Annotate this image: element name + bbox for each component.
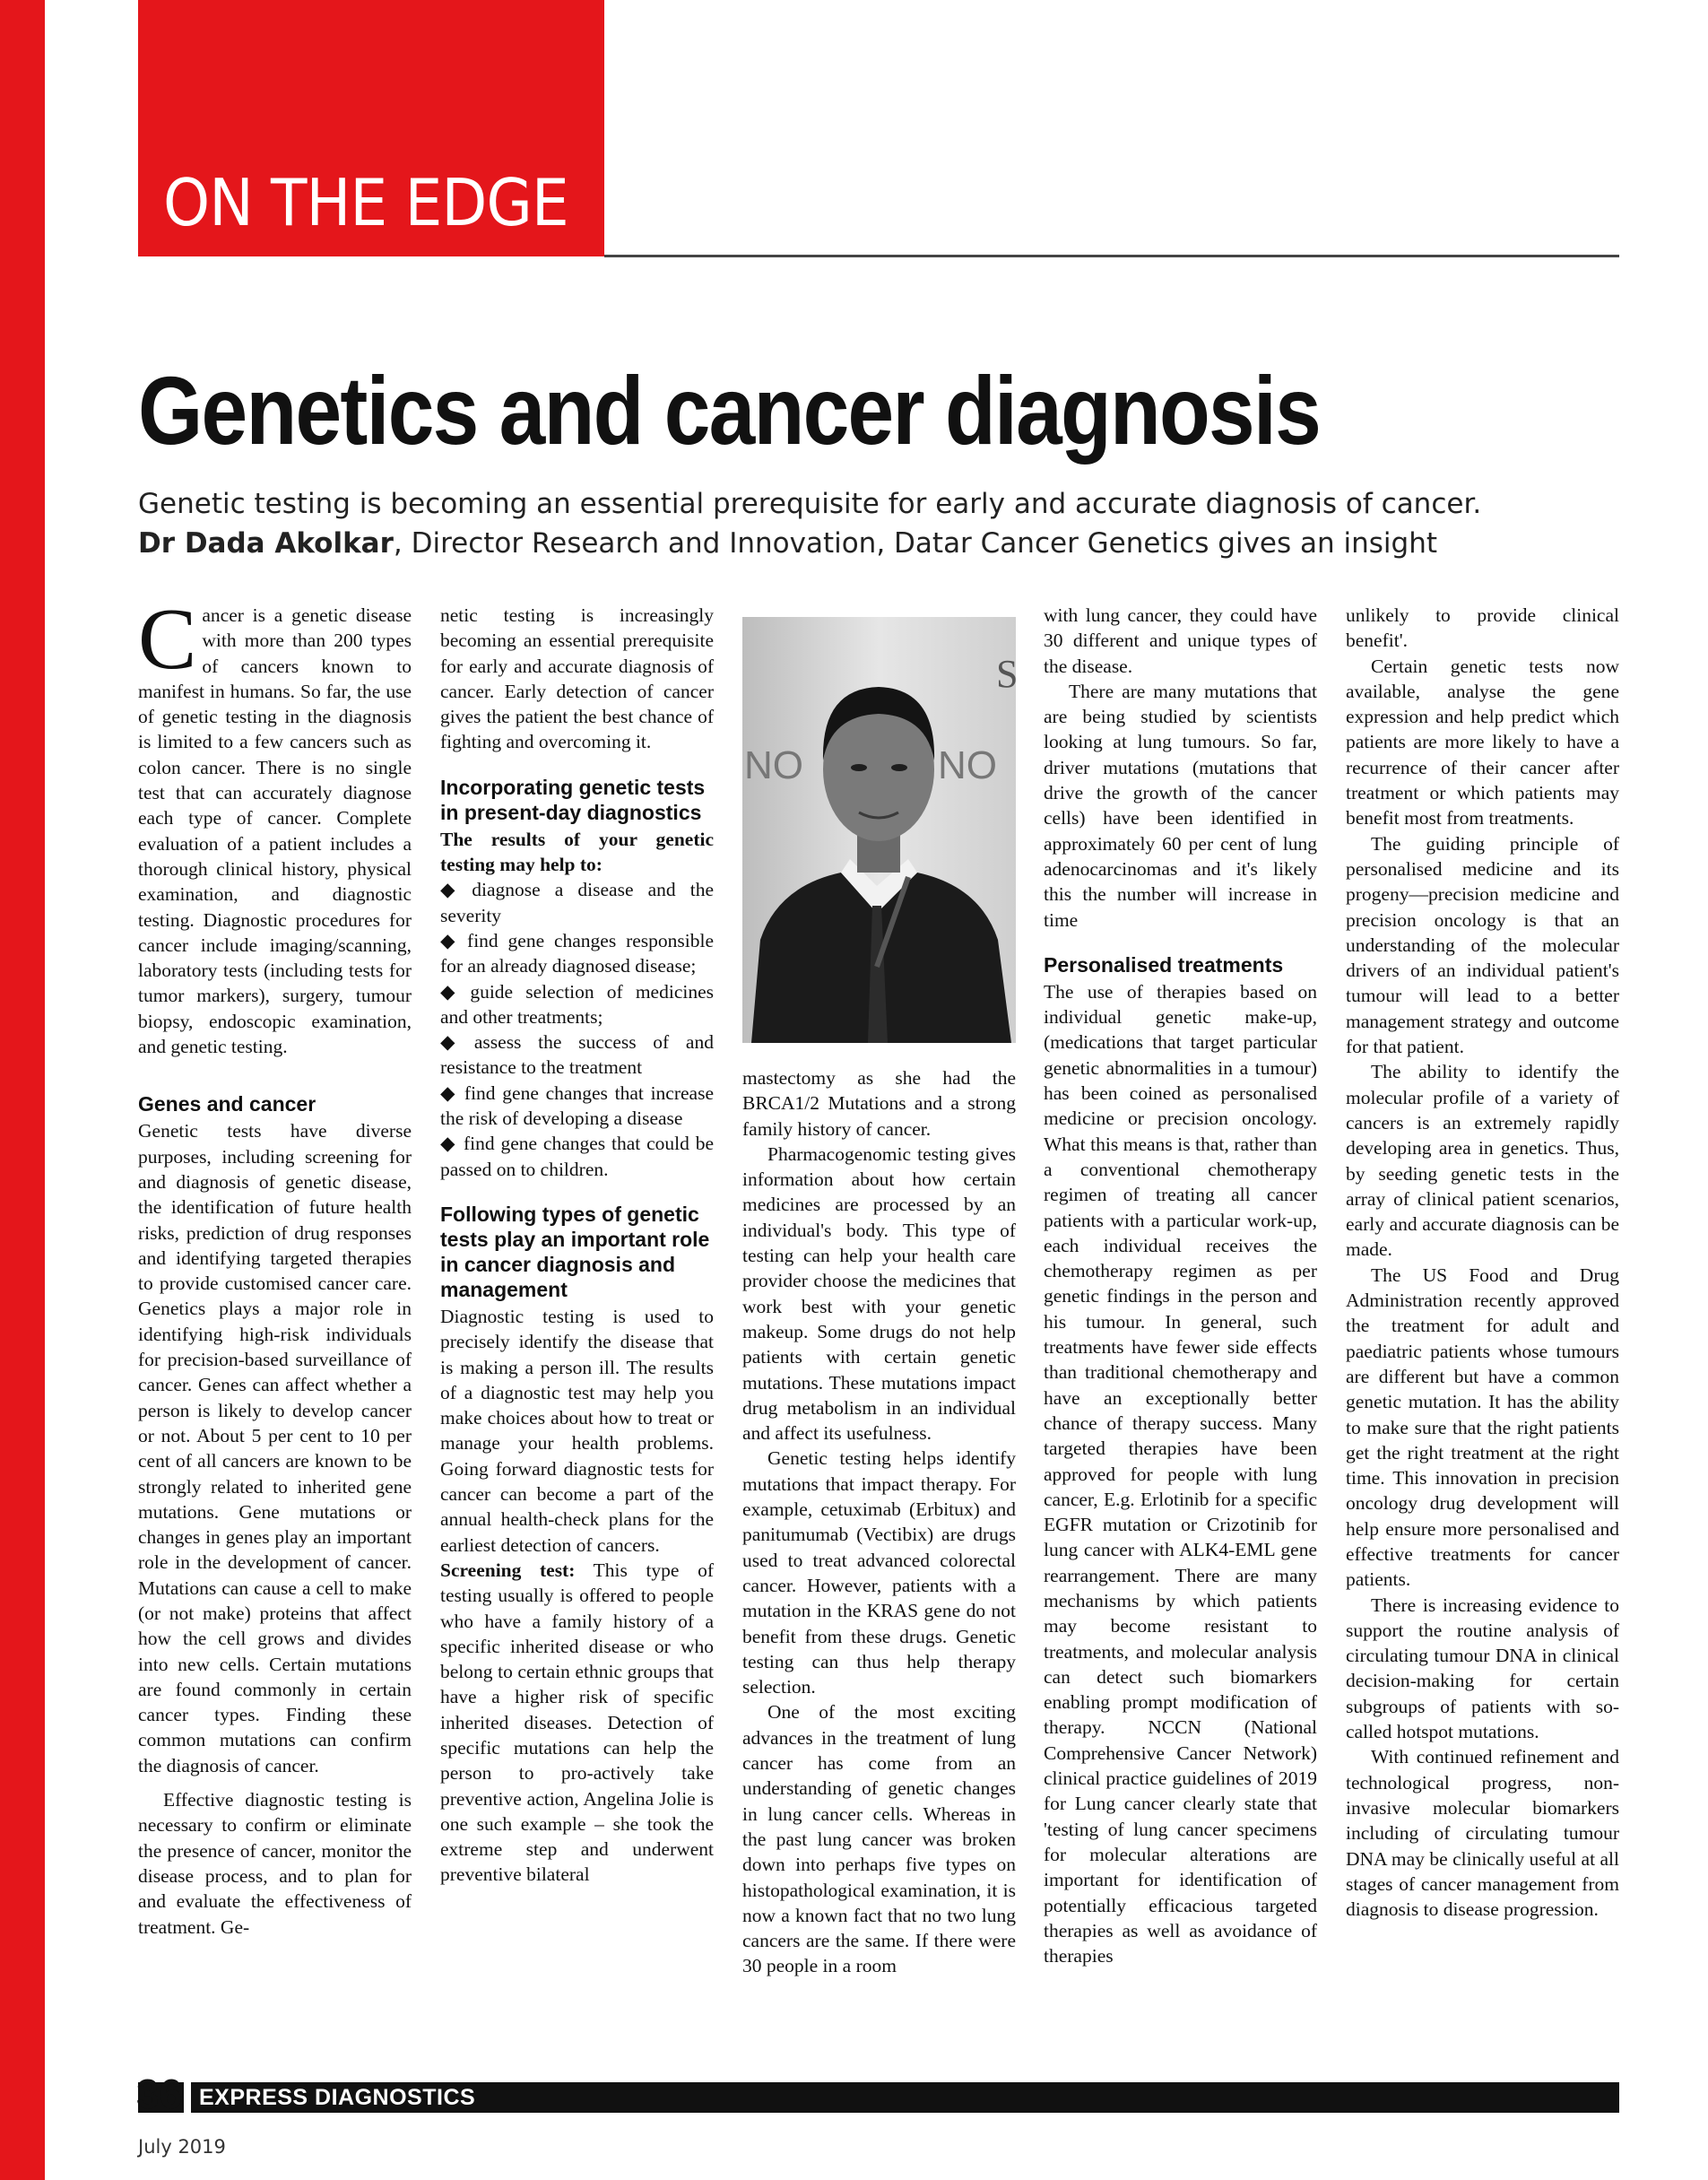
author-photo	[742, 617, 1019, 1043]
portrait-image	[742, 617, 1019, 1043]
body-paragraph: unlikely to provide clinical benefit'.	[1346, 604, 1619, 652]
intro-paragraph: Cancer is a genetic disease with more than 200 types of cancers known to manifest in humans. So far, the use of genetic testing in the diagnosis is limited to a few cancers such as colon cancer. There is no single test that can accurately diagnose each type of cancer. Complete evaluation of a patient includes a thorough clinical history, physical examination, and diagnostic testing. Diagnostic procedures for cancer include imaging/scanning, laboratory tests (including tests for tumor markers), surgery, tumour biopsy, endoscopic examination, and genetic testing.	[138, 591, 412, 1058]
body-paragraph: Genetic tests have diverse purposes, including screening for and diagnosis of genetic disease, the identification of future health risks, prediction of drug responses and identifying targeted therapies to provide customised cancer care. Genetics plays a major role in identifying high-risk individuals for precision-based surveillance of cancer. Genes can affect whether a person is likely to develop cancer or not. About 5 per cent to 10 per cent of all cancers are known to be strongly related to inherited gene mutations. Gene mutations or changes in genes play an important role in the development of cancer. Mutations can cause a cell to make (or not make) proteins that affect how the cell grows and divides into new cells. Certain mutations are found commonly in certain cancer types. Finding these common mutations can confirm the diagnosis of cancer.	[138, 1120, 412, 1776]
article-column-3	[742, 1065, 1016, 1979]
lead-in: The results of your genetic testing may help to:	[440, 828, 714, 876]
left-red-edge	[0, 0, 45, 2180]
body-paragraph: There is increasing evidence to support the routine analysis of circulating tumour DNA in clinical decision-making for certain subgroups of patients with so-called hotspot mutations.	[1346, 1594, 1619, 1743]
bullet-item: ◆ find gene changes that could be passed on to children.	[440, 1133, 714, 1180]
diamond-bullet-icon: ◆	[440, 929, 461, 951]
body-paragraph: There are many mutations that are being studied by scientists looking at lung tumours. So far, driver mutations (mutations that drive the growth of the cancer cells) have been identified in approximately 60 per cent of lung adenocarcinomas and it's likely this the number will increase in time	[1044, 680, 1317, 931]
author-role: , Director Research and Innovation, Datar Cancer Genetics gives an insight	[393, 527, 1438, 560]
section-label: ON THE EDGE	[163, 165, 568, 240]
body-paragraph: The ability to identify the molecular profile of a variety of cancers is an extremely rapidly developing area in genetics. Thus, by seeding genetic tests in the array of clinical patient scenarios, early and accurate diagnosis can be made.	[1346, 1061, 1619, 1261]
drop-cap: C	[138, 591, 197, 688]
diamond-bullet-icon: ◆	[440, 1133, 457, 1155]
body-paragraph: Genetic testing helps identify mutations that impact therapy. For example, cetuximab (Erbitux) and panitumumab (Vectibix) are drugs used to treat advanced colorectal cancer. However, patients with a mutation in the KRAS gene do not benefit from these drugs. Genetic testing can thus help therapy selection.	[742, 1447, 1016, 1698]
body-paragraph: The US Food and Drug Administration recently approved the treatment for adult and paediatric patients whose tumours are different but have a common genetic mutation. It has the ability to make sure that the right patients get the right treatment at the right time. This innovation in precision oncology drug development will help ensure more personalised and effective treatments for cancer patients.	[1346, 1264, 1619, 1591]
diamond-bullet-icon: ◆	[440, 980, 464, 1003]
body-paragraph: Effective diagnostic testing is necessary to confirm or eliminate the presence of cancer, monitor the disease process, and to plan for and evaluate the effectiveness of treatment. Ge-	[138, 1789, 412, 1938]
headline: Genetics and cancer diagnosis	[138, 356, 1321, 465]
bullet-item: ◆ find gene changes responsible for an already diagnosed disease;	[440, 929, 714, 977]
bullet-item: ◆ guide selection of medicines and other treatments;	[440, 980, 714, 1028]
subhead-following-types: Following types of genetic tests play an important role in cancer diagnosis and management	[440, 1202, 710, 1301]
body-paragraph: Diagnostic testing is used to precisely identify the disease that is making a person ill. The results of a diagnostic test may help you make choices about how to treat or manage your health problems. Going forward diagnostic tests for cancer can become a part of the annual health-check plans for the earliest detection of cancers.	[440, 1305, 714, 1556]
article-column-4	[1044, 603, 1317, 1968]
body-paragraph: The guiding principle of personalised medicine and its progeny—precision medicine and precision oncology is that an understanding of the molecular drivers of an individual patient's tumour will lead to a better management strategy and outcome for that patient.	[1346, 832, 1619, 1058]
body-paragraph: Certain genetic tests now available, analyse the gene expression and help predict which patients are more likely to have a recurrence of their cancer after treatment or which patients may benefit most from treatments.	[1346, 655, 1619, 829]
article-column-5	[1346, 603, 1619, 1922]
page-number: 36	[136, 2071, 183, 2117]
header-rule	[604, 255, 1619, 257]
bullet-item: ◆ diagnose a disease and the severity	[440, 879, 714, 926]
byline	[138, 524, 1537, 563]
body-paragraph: One of the most exciting advances in the treatment of lung cancer has come from an understanding of genetic changes in lung cancer cells. Whereas in the past lung cancer was broken down into perhaps five types on histopathological examination, it is now a known fact that no two lung cancers are the same. If there were 30 people in a room	[742, 1701, 1016, 1977]
standfirst	[138, 484, 1537, 563]
body-paragraph: mastectomy as she had the BRCA1/2 Mutations and a strong family history of cancer.	[742, 1067, 1016, 1140]
body-paragraph: The use of therapies based on individual genetic make-up, (medications that target particular genetic abnormalities in a tumour) has been coined as personalised medicine or precision oncology. What this means is that, rather than a conventional chemotherapy regimen of treating all cancer patients with a particular work-up, each individual receives the chemotherapy regimen as per genetic findings in the person and his tumour. In general, such treatments have fewer side effects than traditional chemotherapy and have an exceptionally better chance of therapy success. Many targeted therapies have been approved for people with lung cancer, E.g. Erlotinib for a specific EGFR mutation or Crizotinib for lung cancer with ALK4-EML gene rearrangement. There are many mechanisms by which patients may become resistant to treatments, and molecular analysis can detect such biomarkers enabling prompt modification of therapy. NCCN (National Comprehensive Cancer Network) clinical practice guidelines of 2019 for Lung cancer clearly state that 'testing of lung cancer specimens for molecular alterations are important for identification of potentially efficacious targeted therapies as well as avoidance of therapies	[1044, 980, 1317, 1967]
body-paragraph: Screening test: This type of testing usually is offered to people who have a family history of a specific inherited disease or who belong to certain ethnic groups that have a higher risk of specific inherited diseases. Detection of specific mutations can help the person to pro-actively take preventive action, Angelina Jolie is one such example – she took the extreme step and underwent preventive bilateral	[440, 1559, 714, 1886]
body-paragraph: with lung cancer, they could have 30 different and unique types of the disease.	[1044, 604, 1317, 677]
diamond-bullet-icon: ◆	[440, 1031, 467, 1054]
article-column-2	[440, 603, 714, 1888]
publication-name: EXPRESS DIAGNOSTICS	[192, 2082, 482, 2113]
article-column-1	[138, 591, 412, 1940]
diamond-bullet-icon: ◆	[440, 1081, 457, 1104]
subhead-personalised-treatments: Personalised treatments	[1044, 952, 1284, 977]
body-paragraph: netic testing is increasingly becoming an essential prerequisite for early and accurate diagnosis of cancer. Early detection of cancer gives the patient the best chance of fighting and overcoming it.	[440, 604, 714, 753]
backdrop-letter: NO	[744, 743, 803, 787]
backdrop-letter: S	[996, 652, 1019, 696]
lead-in-screening: Screening test:	[440, 1559, 576, 1581]
body-paragraph: With continued refinement and technological progress, non-invasive molecular biomarkers including of circulating tumour DNA may be clinically useful at all stages of cancer management from diagnosis to disease progression.	[1346, 1746, 1619, 1921]
standfirst-line: Genetic testing is becoming an essential prerequisite for early and accurate diagnosis of cancer.	[138, 488, 1482, 520]
body-paragraph: Pharmacogenomic testing gives information about how certain medicines are processed by an individual's body. This type of testing can help your health care provider choose the medicines that work best with your genetic makeup. Some drugs do not help patients with certain genetic mutations. These mutations impact drug metabolism in an individual and affect its usefulness.	[742, 1142, 1016, 1445]
author-name: Dr Dada Akolkar	[138, 527, 394, 560]
section-tab	[138, 0, 604, 256]
bullet-item: ◆ find gene changes that increase the risk of developing a disease	[440, 1081, 714, 1130]
issue-date: July 2019	[138, 2136, 226, 2158]
backdrop-letter: NO	[938, 743, 997, 787]
subhead-genes-and-cancer: Genes and cancer	[138, 1092, 316, 1116]
diamond-bullet-icon: ◆	[440, 879, 465, 901]
subhead-incorporating: Incorporating genetic tests in present-day diagnostics	[440, 775, 706, 824]
footer-gap	[184, 2082, 191, 2113]
bullet-item: ◆ assess the success of and resistance to the treatment	[440, 1031, 714, 1079]
